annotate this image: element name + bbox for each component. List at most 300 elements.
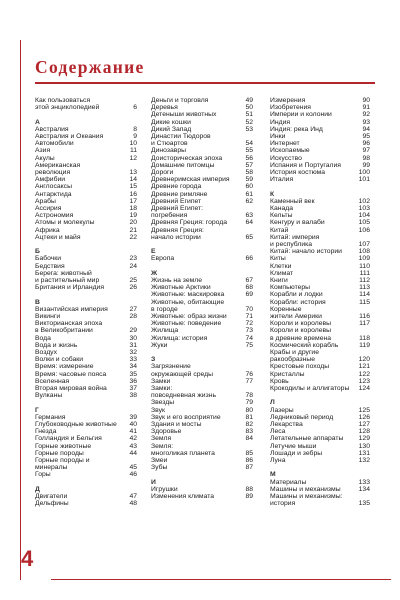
entry-title: Здоровье [151,428,182,436]
contents-entry[interactable] [35,277,137,284]
entry-page-number: 108 [358,248,370,256]
entry-title: Древний Египет: [151,205,204,213]
contents-entry[interactable] [151,155,253,162]
contents-entry[interactable] [151,335,253,342]
entry-page-number: 38 [129,392,137,400]
entry-title: Двигатели [35,493,68,501]
contents-entry[interactable] [270,407,370,414]
entry-page-number: 22 [129,233,137,241]
contents-entry[interactable] [270,371,370,378]
contents-entry[interactable] [151,407,253,414]
contents-entry[interactable] [270,313,370,320]
contents-entry[interactable] [151,140,253,147]
entry-page-number: 133 [358,478,370,486]
contents-entry[interactable] [151,443,253,450]
entry-title: Животные Арктики [151,284,211,292]
contents-entry[interactable] [35,270,137,277]
entry-title: Земля [151,435,172,443]
entry-page-number: 41 [129,428,137,436]
contents-entry[interactable] [35,450,137,457]
contents-entry[interactable] [151,162,253,169]
contents-entry[interactable] [151,313,253,320]
contents-entry[interactable] [270,147,370,154]
contents-entry[interactable] [35,392,137,399]
entry-title: Династии Тюдоров [151,133,211,141]
entry-title: Ледниковый период [270,413,334,421]
contents-section [35,248,137,291]
contents-entry[interactable] [151,219,253,226]
entry-title: Лошади и зебры [270,449,323,457]
contents-entry[interactable] [151,169,253,176]
contents-entry[interactable] [151,227,253,234]
entry-title: Изменения климата [151,493,215,501]
entry-page-number: 99 [362,161,370,169]
contents-entry[interactable] [151,392,253,399]
contents-entry[interactable] [151,183,253,190]
entry-title: и республика [270,241,313,249]
contents-entry[interactable] [270,205,370,212]
entry-page-number: 59 [245,176,253,184]
entry-title: Клетки [270,262,292,270]
entry-page-number: 81 [245,413,253,421]
contents-entry[interactable] [270,104,370,111]
entry-page-number: 127 [358,421,370,429]
entry-title: история [270,500,296,508]
contents-entry[interactable] [151,104,253,111]
contents-entry[interactable] [151,234,253,241]
entry-page-number: 87 [245,464,253,472]
entry-title: Крестовые походы [270,363,330,371]
entry-page-number: 18 [129,205,137,213]
entry-page-number: 48 [129,500,137,508]
contents-entry[interactable] [270,385,370,392]
entry-page-number: 89 [245,493,253,501]
contents-entry[interactable] [151,111,253,118]
contents-entry[interactable] [151,342,253,349]
contents-entry[interactable] [35,327,137,334]
entry-page-number: 25 [129,277,137,285]
contents-section [35,299,137,400]
contents-entry[interactable] [35,126,137,133]
contents-entry[interactable] [151,119,253,126]
contents-entry[interactable] [35,263,137,270]
contents-entry[interactable] [270,263,370,270]
entry-title: Книги [270,277,288,285]
contents-section [270,97,370,183]
contents-entry[interactable] [270,133,370,140]
contents-entry[interactable] [35,162,137,169]
entry-title: в Великобритании [35,327,93,335]
contents-entry[interactable] [151,284,253,291]
entry-title: Животные: маскировка [151,291,225,299]
contents-entry[interactable] [270,306,370,313]
contents-entry[interactable] [35,205,137,212]
entry-page-number: 60 [245,183,253,191]
contents-entry[interactable] [151,306,253,313]
contents-entry[interactable] [151,421,253,428]
contents-entry[interactable] [35,371,137,378]
entry-title: Искусство [270,154,302,162]
entry-page-number: 103 [358,205,370,213]
entry-page-number: 131 [358,449,370,457]
entry-title: Животные: образ жизни [151,313,227,321]
entry-title: Замки [151,377,171,385]
contents-entry[interactable] [270,291,370,298]
contents-entry[interactable] [270,234,370,241]
contents-entry[interactable] [270,356,370,363]
contents-entry[interactable] [270,320,370,327]
contents-entry[interactable] [151,464,253,471]
entry-page-number: 125 [358,406,370,414]
contents-entry[interactable] [151,371,253,378]
contents-entry[interactable] [270,378,370,385]
entry-page-number: 58 [245,169,253,177]
contents-entry[interactable] [35,284,137,291]
entry-title: Загрязнение [151,363,191,371]
contents-section [35,119,137,241]
contents-entry[interactable] [35,227,137,234]
entry-title: окружающей среды [151,370,213,378]
entry-title: погребения [151,212,188,220]
contents-entry[interactable] [151,327,253,334]
entry-page-number: 94 [362,125,370,133]
contents-entry[interactable] [270,421,370,428]
entry-page-number: 72 [245,320,253,328]
contents-entry[interactable] [270,299,370,306]
contents-entry[interactable] [35,471,137,478]
entry-title: Доисторическая эпоха [151,154,223,162]
entry-title: Кенгуру и валаби [270,219,325,227]
contents-entry[interactable] [270,493,370,500]
section-letter: Ж [151,269,158,277]
entry-page-number: 104 [358,212,370,220]
entry-title: Бедствия [35,262,65,270]
contents-entry[interactable] [151,212,253,219]
entry-title: Горные породы [35,449,84,457]
contents-entry[interactable] [35,500,137,507]
entry-title: Компьютеры [270,284,311,292]
contents-entry[interactable] [35,306,137,313]
contents-entry[interactable] [151,97,253,104]
entry-page-number: 63 [245,212,253,220]
entry-title: Жилища [151,327,179,335]
entry-page-number: 44 [129,449,137,457]
entry-title: Акулы [35,154,55,162]
entry-title: Древнеримская империя [151,176,230,184]
entry-title: Горные породы и минералы [35,457,90,472]
contents-entry[interactable] [151,399,253,406]
entry-title: Здания и мосты [151,421,202,429]
contents-entry[interactable] [270,500,370,507]
contents-entry[interactable] [151,486,253,493]
entry-page-number: 98 [362,154,370,162]
contents-entry[interactable] [270,435,370,442]
contents-entry[interactable] [35,335,137,342]
entry-title: Машины и механизмы [270,485,341,493]
contents-entry[interactable] [270,335,370,342]
page-title: Содержание [35,57,145,77]
entry-page-number: 12 [129,154,137,162]
entry-title: Кристаллы [270,370,305,378]
contents-entry[interactable] [35,428,137,435]
entry-page-number: 64 [245,219,253,227]
contents-entry[interactable] [151,133,253,140]
entry-title: Астрономия [35,212,74,220]
contents-entry[interactable] [151,299,253,306]
entry-title: Коренные [270,305,302,313]
contents-entry[interactable] [35,155,137,162]
entry-page-number: 120 [358,356,370,364]
contents-entry[interactable] [270,255,370,262]
contents-entry[interactable] [270,169,370,176]
contents-entry[interactable] [35,457,137,471]
entry-page-number: 106 [358,226,370,234]
entry-title: Берега: животный [35,269,92,277]
contents-entry[interactable] [35,234,137,241]
entry-title: Животные: поведение [151,320,222,328]
entry-title: Вода [35,334,51,342]
entry-page-number: 16 [129,190,137,198]
entry-title: Летучие мыши [270,442,317,450]
entry-title: Глубоководные животные [35,421,117,429]
contents-entry[interactable] [35,356,137,363]
entry-title: Динозавры [151,147,187,155]
entry-page-number: 76 [245,370,253,378]
entry-title: Короли и королевы [270,327,331,335]
contents-entry[interactable] [35,198,137,205]
contents-entry[interactable] [35,342,137,349]
contents-entry[interactable] [151,493,253,500]
entry-title: Арабы [35,197,56,205]
contents-section [151,97,253,241]
contents-entry[interactable] [270,219,370,226]
entry-title: Корабли и лодки [270,291,323,299]
contents-entry[interactable] [270,443,370,450]
contents-entry[interactable] [270,342,370,349]
entry-page-number: 118 [359,334,370,342]
contents-entry[interactable] [151,291,253,298]
entry-page-number: 86 [245,457,253,465]
entry-page-number: 121 [358,363,370,371]
section-letter: А [35,118,40,126]
entry-title: Леса [270,428,286,436]
entry-page-number: 55 [245,147,253,155]
entry-page-number: 40 [129,421,137,429]
contents-entry[interactable] [270,486,370,493]
entry-title: Материалы [270,478,307,486]
contents-entry[interactable] [151,255,253,262]
contents-entry[interactable] [35,385,137,392]
entry-title: Антарктида [35,190,72,198]
contents-entry[interactable] [35,421,137,428]
contents-entry[interactable] [270,248,370,255]
entry-title: Гнезда [35,428,57,436]
entry-page-number: 46 [129,471,137,479]
contents-entry[interactable] [270,227,370,234]
entry-title: Инки [270,133,286,141]
entry-title: Китай: начало истории [270,248,342,256]
contents-entry[interactable] [270,363,370,370]
contents-entry[interactable] [270,450,370,457]
contents-entry[interactable] [270,111,370,118]
entry-page-number: 83 [245,428,253,436]
entry-title: Дороги [151,169,174,177]
section-letter: Л [270,399,275,407]
contents-entry[interactable] [151,320,253,327]
contents-entry[interactable] [151,414,253,421]
contents-entry[interactable] [35,313,137,320]
contents-entry[interactable] [35,147,137,154]
contents-entry[interactable] [35,183,137,190]
contents-entry[interactable] [35,212,137,219]
entry-page-number: 128 [358,428,370,436]
contents-entry[interactable] [151,191,253,198]
contents-entry[interactable] [35,363,137,370]
entry-page-number: 61 [245,190,253,198]
entry-title: ракообразные [270,356,316,364]
contents-entry[interactable] [270,479,370,486]
entry-page-number: 114 [359,291,370,299]
contents-entry[interactable] [35,493,137,500]
entry-title: и Стюартов [151,140,188,148]
contents-entry[interactable] [35,191,137,198]
contents-entry[interactable] [270,270,370,277]
contents-entry[interactable] [270,428,370,435]
entry-page-number: 21 [129,226,137,234]
contents-column-3 [270,97,370,515]
entry-page-number: 101 [358,176,370,184]
entry-title: Италия [270,176,294,184]
contents-entry[interactable] [151,450,253,457]
entry-title: Атомы и молекулы [35,219,95,227]
entry-page-number: 96 [362,140,370,148]
entry-page-number: 135 [358,500,370,508]
entry-page-number: 77 [245,377,253,385]
title-rule [35,82,375,84]
entry-title: Кровь [270,377,289,385]
contents-entry[interactable] [151,147,253,154]
entry-page-number: 39 [129,413,137,421]
entry-title: Зубы [151,464,168,472]
contents-entry[interactable] [151,176,253,183]
entry-title: Домашние питомцы [151,161,215,169]
entry-page-number: 124 [358,385,370,393]
entry-page-number: 11 [129,147,137,155]
contents-entry[interactable] [35,435,137,442]
entry-title: Австралия [35,125,69,133]
contents-entry[interactable] [270,162,370,169]
section-letter: И [151,478,156,486]
contents-entry[interactable] [151,198,253,205]
entry-title: Земля: [151,442,174,450]
contents-entry[interactable] [35,140,137,147]
entry-page-number: 123 [358,377,370,385]
contents-entry[interactable] [151,435,253,442]
contents-entry[interactable] [270,277,370,284]
entry-title: Горные животные [35,442,92,450]
entry-page-number: 132 [358,457,370,465]
entry-title: Ассирия [35,205,62,213]
entry-title: Животные, обитающие [151,298,225,306]
entry-page-number: 43 [129,442,137,450]
entry-title: Византийская империя [35,305,108,313]
entry-title: Воздух [35,349,57,357]
contents-entry[interactable] [270,457,370,464]
entry-page-number: 119 [359,341,370,349]
contents-entry[interactable] [270,176,370,183]
entry-page-number: 82 [245,421,253,429]
entry-title: Британия и Ирландия [35,284,105,292]
contents-section [270,399,370,464]
entry-page-number: 13 [129,169,137,176]
entry-page-number: 17 [129,197,137,205]
entry-title: Волки и собаки [35,356,84,364]
entry-title: Климат [270,269,294,277]
contents-entry[interactable] [270,126,370,133]
contents-section [151,356,253,471]
entry-title: Китай [270,226,289,234]
entry-page-number: 42 [129,435,137,443]
entry-title: жители Америки [270,313,322,321]
contents-entry[interactable] [35,414,137,421]
entry-title: Американская [35,161,81,169]
entry-title: Китай: империя [270,233,320,241]
contents-section [35,97,137,111]
entry-page-number: 27 [129,305,137,313]
contents-entry[interactable] [270,119,370,126]
entry-title: Игрушки [151,485,178,493]
entry-page-number: 105 [358,219,370,227]
entry-page-number: 26 [129,284,137,292]
contents-entry[interactable] [35,219,137,226]
entry-title: Индия [270,118,291,126]
contents-entry[interactable] [270,140,370,147]
entry-page-number: 68 [245,284,253,292]
contents-entry[interactable] [35,443,137,450]
section-letter: Г [35,406,39,414]
contents-entry[interactable] [35,378,137,385]
entry-page-number: 54 [245,140,253,148]
entry-page-number: 112 [359,277,370,285]
entry-page-number: 6 [133,104,137,112]
entry-title: Африка [35,226,60,234]
contents-entry[interactable] [151,363,253,370]
entry-page-number: 20 [129,219,137,227]
contents-entry[interactable] [151,277,253,284]
contents-entry[interactable] [270,155,370,162]
entry-page-number: 62 [245,197,253,205]
contents-entry[interactable] [35,104,137,111]
contents-entry[interactable] [151,126,253,133]
entry-title: Змеи [151,457,168,465]
contents-entry[interactable] [270,327,370,334]
contents-entry[interactable] [270,198,370,205]
contents-entry[interactable] [35,255,137,262]
entry-title: этой энциклопедией [35,104,100,112]
section-letter: К [270,190,275,198]
contents-entry[interactable] [151,428,253,435]
contents-entry[interactable] [270,414,370,421]
contents-entry[interactable] [151,385,253,392]
entry-page-number: 71 [245,313,253,321]
entry-page-number: 80 [245,406,253,414]
contents-entry[interactable] [35,176,137,183]
entry-page-number: 36 [129,377,137,385]
page-number: 4 [21,546,51,580]
entry-title: Ацтеки и майя [35,233,81,241]
entry-page-number: 29 [129,327,137,335]
contents-entry[interactable] [151,378,253,385]
